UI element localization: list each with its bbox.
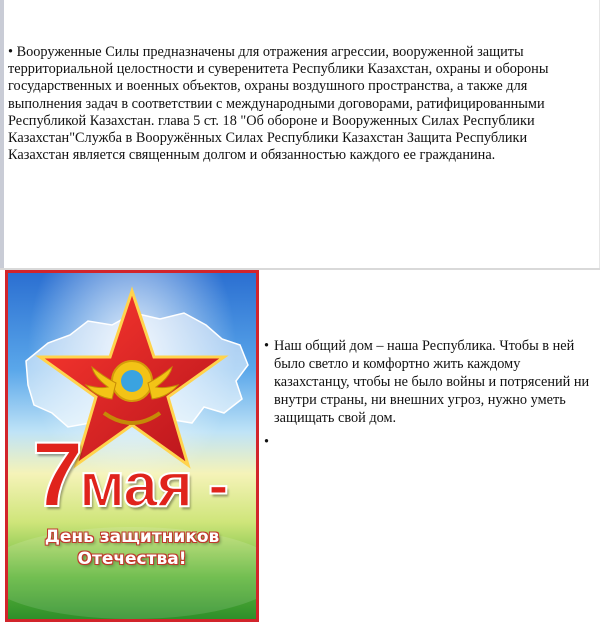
bullet-text: Наш общий дом – наша Республика. Чтобы в ней было светло и комфортно жить каждому казахстанцу, чтобы не было войны и потрясений ни внутри страны, ни внешних угроз, нужно уметь защищать свой дом. (274, 338, 590, 426)
poster-caption-line-2: Отечества! (77, 549, 187, 569)
bullet-item-1 (264, 337, 594, 427)
may-7-poster (5, 270, 259, 622)
bullet-marker: • (264, 338, 270, 354)
slide-2 (0, 270, 600, 625)
paragraph-text: Вооруженные Силы предназначены для отражения агрессии, вооруженной защиты территориальной целостности и суверенитета Республики Казахстан, охраны и обороны государственных и военных объектов, охраны воздушного пространства, а также для выполнения задач в соответствии с международными договорами, ратифицированными Республикой Казахстан. глава 5 ст. 18 "Об обороне и Вооруженных Силах Республики Казахстан"Служба в Вооружённых Силах Республики Казахстан Защита Республики Казахстан является священным долгом и обязанностью каждого ее гражданина. (8, 44, 549, 164)
slide-left-bar (0, 0, 4, 268)
slide-2-bullets (264, 337, 594, 450)
poster-date (32, 423, 228, 528)
poster-date-word: мая - (79, 451, 228, 520)
bullet-marker: • (264, 434, 270, 450)
emblem-center-icon (121, 370, 143, 392)
paragraph-armed-forces (8, 44, 588, 164)
poster-date-number: 7 (32, 424, 80, 526)
bullet-marker: • (8, 44, 14, 60)
poster-caption-line-1: День защитников (44, 527, 220, 547)
slide-1 (0, 0, 600, 268)
